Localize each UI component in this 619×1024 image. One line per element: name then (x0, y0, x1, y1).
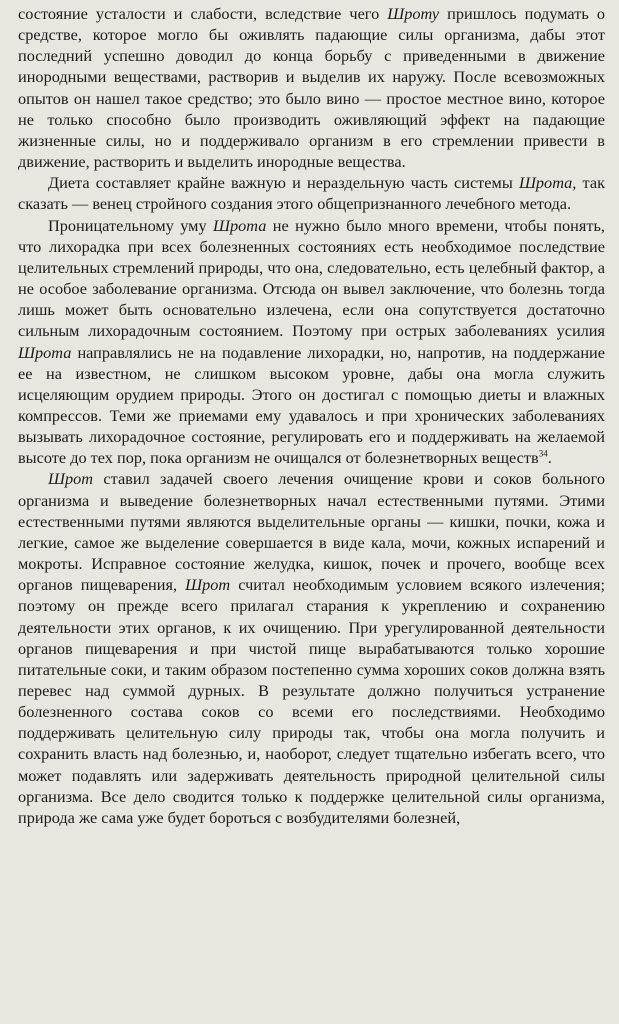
text-run: состояние усталости и слабости, вследствие чего (18, 4, 388, 23)
author-name: Шрот (48, 469, 94, 489)
author-name: Шрот (185, 575, 231, 595)
author-name: Шрота (213, 215, 267, 235)
footnote-ref: 34 (538, 448, 548, 459)
text-run: считал необходимым условием всякого излечения; поэтому он прежде всего прилагал старания к укреплению и сохранению деятельности этих органов, к их очищению. При урегулированной деятельности органов пищеварения и при чистой пище вырабатываются только хорошие питательные соки, и таким образом постепенно сумма хороших соков должна взять перевес над суммой дурных. В результате должно получиться устранение болезненного состава соков со всеми его последствиями. Необходимо поддерживать целительную силу природы так, чтобы она могла получить и сохранить власть над болезнью, и, наоборот, следует тщательно избегать всего, что может подавлять или задерживать деятельность природной целительной силы организма. Все дело сводится только к поддержке целительной силы организма, природа же сама уже будет бороться с возбудителями болезней, (18, 575, 606, 827)
author-name: Шрота, (518, 173, 577, 193)
paragraph (18, 468, 605, 828)
author-name: Шроту (387, 4, 440, 23)
text-run: Диета составляет крайне важную и нераздельную часть системы (48, 173, 519, 193)
text-run: . (547, 448, 552, 468)
text-run: Проницательному уму (48, 215, 213, 235)
text-run: направлялись не на подавление лихорадки, но, напротив, на поддержание ее на известном, не слишком высоком уровне, дабы она могла служить исцеляющим орудием природы. Этого он достигал с помощью диеты и влажных компрессов. Теми же приемами ему удавалось и при хронических заболеваниях вызывать лихорадочное состояние, регулировать его и поддерживать на желаемой высоте до тех пор, пока организм не очищался от болезнетворных веществ (18, 342, 605, 468)
paragraph (18, 215, 605, 469)
text-run: не нужно было много времени, чтобы понять, что лихорадка при всех болезненных состояниях есть необходимое последствие целительных стремлений природы, что она, следовательно, есть целебный фактор, а не особое заболевание организма. Отсюда он вывел заключение, что болезнь тогда лишь может быть основательно излечена, если она сопутствуется достаточно сильным лихорадочным состоянием. Поэтому при острых заболеваниях усилия (18, 215, 605, 341)
paragraph (18, 172, 605, 214)
paragraph (18, 3, 605, 172)
text-run: пришлось подумать о средстве, которое могло бы оживлять падающие силы организма, дабы этот последний успешно доводил до конца борьбу с приведенными в движение инородными веществами, растворив и выделив их наружу. После всевозможных опытов он нашел такое средство; это было вино — простое местное вино, которое не только способно было производить оживляющий эффект на падающие жизненные силы, но и поддерживало организм в его стремлении привести в движение, растворить и выделить инородные вещества. (18, 4, 605, 172)
author-name: Шрота (18, 342, 72, 362)
text-run: так сказать — венец стройного создания этого общепризнанного лечебного метода. (18, 173, 605, 214)
text-run: ставил задачей своего лечения очищение крови и соков больного организма и выведение болезнетворных начал естественными путями. Этими естественными путями являются выделительные органы — кишки, почки, кожа и легкие, самое же выделение совершается в виде кала, мочи, кожных испарений и мокроты. Исправное состояние желудка, кишок, почек и прочего, вообще всех органов пищеварения, (18, 469, 605, 595)
